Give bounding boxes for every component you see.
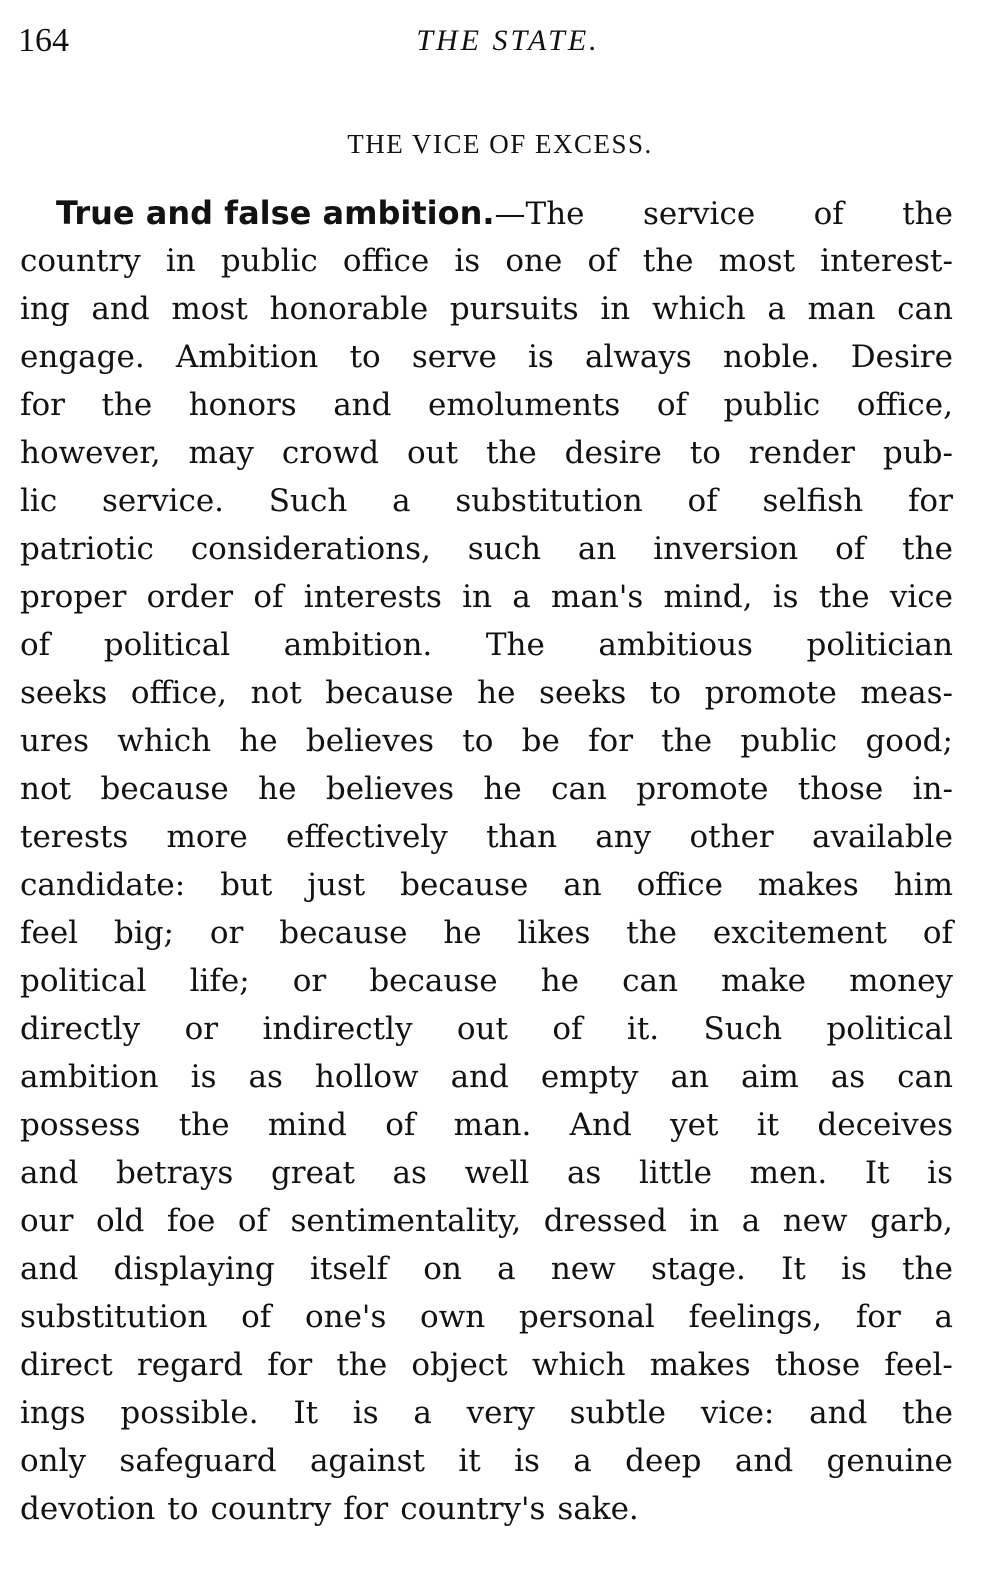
word: of (241, 1299, 272, 1335)
paragraph (20, 189, 953, 1533)
word: hollow (314, 1059, 419, 1095)
word: order (146, 579, 234, 615)
word: own (420, 1299, 486, 1335)
word: the (661, 723, 713, 759)
word: an (563, 867, 602, 903)
word: he (443, 915, 482, 951)
word: The (485, 627, 545, 663)
word: genuine (826, 1443, 953, 1479)
word: safeguard (119, 1443, 277, 1479)
word: vice (889, 579, 953, 615)
word: devotion (20, 1491, 156, 1527)
word: and (20, 1155, 79, 1191)
word: any (595, 819, 652, 855)
word: and (333, 387, 392, 423)
word: or (292, 963, 327, 999)
word: the (642, 243, 694, 279)
word: because (279, 915, 408, 951)
word: possible. (120, 1395, 259, 1431)
word: believes (305, 723, 434, 759)
word: emoluments (427, 387, 621, 423)
word: foe (166, 1203, 216, 1239)
word: feel (20, 915, 79, 951)
word: not (250, 675, 302, 711)
word: deceives (817, 1107, 953, 1143)
word: the (626, 915, 678, 951)
word: because (400, 867, 529, 903)
word: of (385, 1107, 416, 1143)
word: ing (20, 291, 70, 327)
word: political (20, 963, 147, 999)
word: man. (453, 1107, 532, 1143)
word: is (352, 1395, 379, 1431)
word: new (782, 1203, 848, 1239)
word: indirectly (262, 1011, 413, 1047)
word: because (369, 963, 498, 999)
paragraph-line (20, 765, 953, 813)
paragraph-line (20, 573, 953, 621)
word: in (462, 579, 492, 615)
word: can (622, 963, 678, 999)
run-in-title: True and false ambition. (56, 194, 495, 232)
word: politician (806, 627, 953, 663)
word: and (91, 291, 150, 327)
word: of (237, 1203, 269, 1239)
word: ambition. (283, 627, 433, 663)
word: displaying (113, 1251, 275, 1287)
word: can (551, 771, 607, 807)
paragraph-line (20, 285, 953, 333)
word: feelings, (688, 1299, 823, 1335)
word: of (656, 387, 687, 423)
word: And (569, 1107, 632, 1143)
word: can (897, 291, 953, 327)
word: crowd (281, 435, 380, 471)
word: great (270, 1155, 355, 1191)
word: it. (626, 1011, 660, 1047)
word: however, (20, 435, 161, 471)
word: It (864, 1155, 890, 1191)
word: our (20, 1203, 74, 1239)
word: in (689, 1203, 720, 1239)
word: and (450, 1059, 509, 1095)
word: to (689, 435, 721, 471)
word: is (190, 1059, 217, 1095)
word: sake. (557, 1491, 639, 1527)
running-head (18, 18, 982, 68)
word: he (477, 675, 516, 711)
word: directly (20, 1011, 141, 1047)
word: lic (20, 483, 58, 519)
word: or (209, 915, 244, 951)
word: the (485, 435, 537, 471)
word: public (220, 243, 318, 279)
word: an (577, 531, 617, 567)
word: mind (267, 1107, 347, 1143)
word: other (689, 819, 774, 855)
paragraph-line (20, 1341, 953, 1389)
word: money (849, 963, 953, 999)
word: is (454, 243, 481, 279)
word: office (342, 243, 430, 279)
word: an (670, 1059, 709, 1095)
paragraph-line (20, 1437, 953, 1485)
word: on (423, 1251, 462, 1287)
word: believes (325, 771, 454, 807)
paragraph-line (20, 861, 953, 909)
word: is (514, 1443, 540, 1479)
word: the (818, 579, 870, 615)
word: most (718, 243, 796, 279)
word: new (550, 1251, 616, 1287)
word: proper (20, 579, 127, 615)
word: seeks (539, 675, 627, 711)
word: substitution (455, 483, 643, 519)
word: political (103, 627, 231, 663)
word: considerations, (190, 531, 431, 567)
word: more (166, 819, 248, 855)
word: —The (494, 196, 585, 232)
word: patriotic (20, 531, 154, 567)
word: honors (188, 387, 297, 423)
word: dressed (543, 1203, 667, 1239)
word: to (462, 723, 494, 759)
word: is (527, 339, 554, 375)
word: desire (564, 435, 662, 471)
word: life; (189, 963, 250, 999)
word: available (812, 819, 953, 855)
word: those (774, 1347, 861, 1383)
word: is (927, 1155, 953, 1191)
word: than (486, 819, 557, 855)
word: is (841, 1251, 867, 1287)
word: of (835, 531, 866, 567)
word: It (781, 1251, 806, 1287)
word: good; (865, 723, 953, 759)
word: to (349, 339, 381, 375)
word: which (651, 291, 746, 327)
word: candidate: (20, 867, 186, 903)
paragraph-line (20, 237, 953, 285)
word: service. (101, 483, 225, 519)
word: in (165, 243, 196, 279)
word: interests (303, 579, 442, 615)
word: which (117, 723, 212, 759)
word: out (406, 435, 459, 471)
paragraph-line (20, 813, 953, 861)
word: seeks (20, 675, 108, 711)
word: substitution (20, 1299, 208, 1335)
word: the (178, 1107, 230, 1143)
word: he (239, 723, 278, 759)
paragraph-line (20, 333, 953, 381)
word: because (325, 675, 454, 711)
word: subtle (569, 1395, 666, 1431)
word: well (464, 1155, 530, 1191)
word: a (512, 579, 531, 615)
word: and (734, 1443, 794, 1479)
word: as (248, 1059, 283, 1095)
paragraph-line (20, 1245, 953, 1293)
paragraph-line (20, 477, 953, 525)
word: he (258, 771, 297, 807)
word: Desire (850, 339, 953, 375)
word: yet (670, 1107, 719, 1143)
word: office, (130, 675, 228, 711)
word: effectively (286, 819, 448, 855)
paragraph-line (20, 957, 953, 1005)
word: he (483, 771, 522, 807)
paragraph-line (20, 381, 953, 429)
word: or (184, 1011, 219, 1047)
word: Such (703, 1011, 783, 1047)
word: for (855, 1299, 901, 1335)
paragraph-line (20, 621, 953, 669)
word: interest- (820, 243, 953, 279)
word: the (101, 387, 153, 423)
word: as (566, 1155, 602, 1191)
word: man's (550, 579, 644, 615)
word: public (723, 387, 821, 423)
word: the (902, 1251, 953, 1287)
word: a (741, 1203, 761, 1239)
word: the (902, 531, 953, 567)
word: ings (20, 1395, 86, 1431)
word: of (20, 627, 51, 663)
word: is (772, 579, 799, 615)
word: country (210, 1491, 332, 1527)
paragraph-line (20, 909, 953, 957)
word: makes (649, 1347, 751, 1383)
word: for (588, 723, 634, 759)
paragraph-line (20, 1485, 953, 1533)
word: be (521, 723, 560, 759)
word: a (413, 1395, 432, 1431)
word: of (687, 483, 718, 519)
word: big; (113, 915, 175, 951)
word: garb, (870, 1203, 953, 1239)
word: as (830, 1059, 866, 1095)
word: service (642, 196, 756, 232)
word: ambitious (598, 627, 753, 663)
word: men. (749, 1155, 828, 1191)
word: one's (304, 1299, 387, 1335)
word: ures (20, 723, 90, 759)
word: which (531, 1347, 626, 1383)
word: meas- (860, 675, 953, 711)
word: office (636, 867, 723, 903)
word: in- (912, 771, 953, 807)
word: only (20, 1443, 87, 1479)
word: pursuits (449, 291, 579, 327)
word: makes (757, 867, 859, 903)
paragraph-line (20, 525, 953, 573)
word: not (20, 771, 72, 807)
word: those (797, 771, 884, 807)
word: regard (136, 1347, 244, 1383)
section-heading: THE VICE OF EXCESS. (347, 129, 653, 159)
word: for (343, 1491, 389, 1527)
word: for (20, 387, 65, 423)
word: engage. (20, 339, 145, 375)
word: a (573, 1443, 592, 1479)
word: a (497, 1251, 516, 1287)
word: empty (540, 1059, 639, 1095)
word: and (809, 1395, 868, 1431)
run-in-group (56, 189, 585, 238)
word: stage. (650, 1251, 746, 1287)
word: it (756, 1107, 780, 1143)
paragraph-line (20, 1101, 953, 1149)
word: for (267, 1347, 313, 1383)
paragraph-line (20, 1293, 953, 1341)
word: personal (518, 1299, 655, 1335)
word: direct (20, 1347, 113, 1383)
word: feel- (884, 1347, 953, 1383)
word: a (767, 291, 786, 327)
word: the (336, 1347, 388, 1383)
paragraph-line (20, 1053, 953, 1101)
word: inversion (653, 531, 799, 567)
word: likes (517, 915, 591, 951)
word: may (188, 435, 254, 471)
word: Such (268, 483, 348, 519)
word: pub- (882, 435, 953, 471)
word: for (907, 483, 953, 519)
word: ambition (20, 1059, 159, 1095)
word: of (922, 915, 953, 951)
word: the (902, 1395, 953, 1431)
word: of (813, 196, 844, 232)
word: aim (740, 1059, 799, 1095)
word: terests (20, 819, 129, 855)
word: because (100, 771, 229, 807)
word: honorable (269, 291, 429, 327)
paragraph-line (20, 669, 953, 717)
word: to (167, 1491, 199, 1527)
word: sentimentality, (290, 1203, 522, 1239)
paragraph-line (20, 1149, 953, 1197)
word: him (893, 867, 953, 903)
word: possess (20, 1107, 141, 1143)
word: make (721, 963, 807, 999)
word: one (505, 243, 563, 279)
word: selfish (762, 483, 864, 519)
word: but (220, 867, 273, 903)
word: noble. (723, 339, 820, 375)
word: of (552, 1011, 583, 1047)
word: and (20, 1251, 79, 1287)
word: country (20, 243, 141, 279)
paragraph-line (20, 1005, 953, 1053)
word: the (902, 196, 953, 232)
word: excitement (712, 915, 887, 951)
page-number: 164 (18, 22, 69, 59)
word: most (171, 291, 248, 327)
word: mind, (663, 579, 753, 615)
word: public (740, 723, 838, 759)
running-title: THE STATE. (416, 24, 600, 57)
word: itself (309, 1251, 388, 1287)
word: he (540, 963, 579, 999)
word: office, (856, 387, 953, 423)
word: deep (625, 1443, 702, 1479)
paragraph-line (20, 1389, 953, 1437)
word: as (392, 1155, 427, 1191)
word: old (95, 1203, 145, 1239)
word: man (807, 291, 876, 327)
word: political (826, 1011, 953, 1047)
word: to (649, 675, 682, 711)
word: render (748, 435, 855, 471)
paragraph-line (20, 1197, 953, 1245)
word: country's (400, 1491, 546, 1527)
word: very (466, 1395, 535, 1431)
paragraph-line (20, 717, 953, 765)
word: vice: (700, 1395, 775, 1431)
word: of (587, 243, 618, 279)
word: against (309, 1443, 426, 1479)
word: little (638, 1155, 712, 1191)
paragraph-line (20, 429, 953, 477)
word: promote (636, 771, 769, 807)
word: such (467, 531, 541, 567)
word: of (253, 579, 284, 615)
word: in (600, 291, 631, 327)
word: just (307, 867, 366, 903)
word: out (456, 1011, 508, 1047)
word: serve (411, 339, 497, 375)
word: can (897, 1059, 953, 1095)
word: Ambition (175, 339, 319, 375)
paragraph-line (20, 189, 953, 237)
word: It (293, 1395, 319, 1431)
word: object (411, 1347, 508, 1383)
word: a (934, 1299, 953, 1335)
word: always (584, 339, 692, 375)
word: a (392, 483, 411, 519)
word: betrays (115, 1155, 234, 1191)
word: it (458, 1443, 481, 1479)
word: promote (704, 675, 837, 711)
